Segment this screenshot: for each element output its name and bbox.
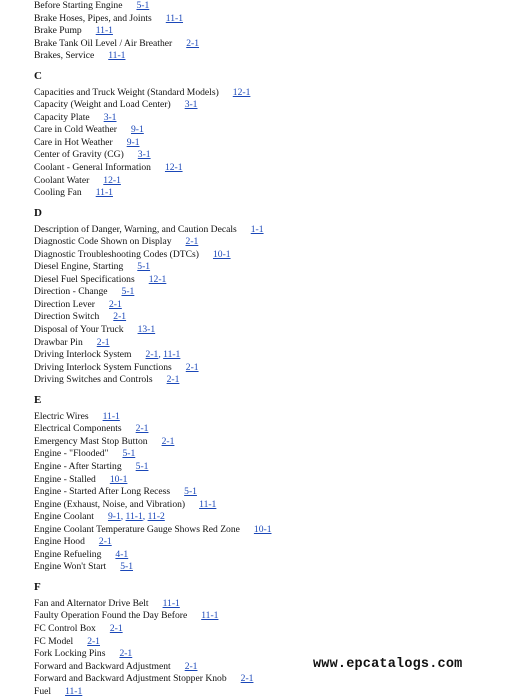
page-link[interactable]: 2-1: [186, 37, 200, 49]
page-separator: ,: [142, 511, 148, 523]
page-link[interactable]: 10-1: [212, 248, 231, 260]
index-entry: [34, 461, 514, 474]
index-entry: [34, 549, 514, 562]
page-link[interactable]: 2-1: [145, 349, 159, 361]
entry-title: Driving Interlock System Functions: [34, 361, 172, 373]
entry-pages: [201, 610, 218, 623]
entry-title: Capacities and Truck Weight (Standard Models): [34, 86, 219, 98]
index-entry: [34, 0, 514, 13]
index-entry: [34, 112, 514, 125]
entry-pages: [136, 0, 149, 13]
entry-title: Engine (Exhaust, Noise, and Vibration): [34, 498, 186, 510]
entry-pages: [251, 224, 264, 237]
page-link[interactable]: 2-1: [98, 536, 112, 548]
page-link[interactable]: 11-1: [165, 12, 184, 24]
index-entry: [34, 236, 514, 249]
entry-title: Engine - "Flooded": [34, 448, 109, 460]
page-link[interactable]: 11-1: [125, 511, 143, 523]
page-link[interactable]: 11-1: [199, 498, 217, 510]
entry-pages: [166, 13, 183, 26]
entry-pages: [119, 648, 132, 661]
entry-title: Engine Refueling: [34, 548, 102, 560]
entry-pages: [149, 274, 167, 287]
entry-title: Fuel: [34, 685, 52, 697]
page-link[interactable]: 12-1: [148, 273, 167, 285]
page-link[interactable]: 2-1: [185, 361, 199, 373]
entry-pages: [165, 162, 183, 175]
entry-pages: [185, 99, 198, 112]
entry-title: Fork Locking Pins: [34, 648, 106, 660]
index-section: [34, 207, 514, 387]
entry-title: Disposal of Your Truck: [34, 324, 124, 336]
page-link[interactable]: 2-1: [113, 311, 127, 323]
index-entry: [34, 511, 514, 524]
index-entry: [34, 474, 514, 487]
entry-pages: [131, 124, 144, 137]
entry-title: Faulty Operation Found the Day Before: [34, 610, 188, 622]
index-entry: [34, 99, 514, 112]
index-entry: [34, 598, 514, 611]
entry-pages: [103, 411, 120, 424]
entry-pages: [99, 536, 112, 549]
index-entry: [34, 349, 514, 362]
page-link[interactable]: 5-1: [136, 0, 150, 11]
page-link[interactable]: 10-1: [109, 473, 128, 485]
page-link[interactable]: 11-1: [201, 610, 219, 622]
entry-pages: [127, 137, 140, 150]
index-entry: [34, 362, 514, 375]
entry-title: Engine Coolant Temperature Gauge Shows Red Zone: [34, 523, 240, 535]
page-link[interactable]: 11-1: [108, 50, 126, 62]
entry-pages: [146, 349, 181, 362]
entry-title: Coolant - General Information: [34, 162, 151, 174]
entry-title: FC Model: [34, 635, 74, 647]
section-letter: E: [34, 393, 42, 406]
page-link[interactable]: 2-1: [161, 435, 175, 447]
page-link[interactable]: 11-2: [147, 511, 165, 523]
index-entry: [34, 536, 514, 549]
page-link[interactable]: 9-1: [130, 124, 144, 136]
index-entry: [34, 436, 514, 449]
page-link[interactable]: 12-1: [232, 86, 251, 98]
entry-pages: [199, 499, 216, 512]
index-entry: [34, 311, 514, 324]
entry-pages: [254, 524, 272, 537]
entry-title: Capacity (Weight and Load Center): [34, 99, 171, 111]
entry-pages: [122, 448, 135, 461]
section-letter: C: [34, 69, 42, 82]
entry-title: Engine Coolant: [34, 511, 94, 523]
entry-title: Driving Interlock System: [34, 349, 132, 361]
page-link[interactable]: 11-1: [95, 187, 113, 199]
entry-title: Direction Switch: [34, 311, 100, 323]
index-entry: [34, 374, 514, 387]
entry-pages: [96, 187, 113, 200]
entry-title: Diagnostic Code Shown on Display: [34, 236, 172, 248]
entry-title: Engine - Started After Long Recess: [34, 486, 171, 498]
entry-title: Engine - Stalled: [34, 473, 96, 485]
page-link[interactable]: 3-1: [137, 149, 151, 161]
page-link[interactable]: 10-1: [253, 523, 272, 535]
entry-title: Capacity Plate: [34, 111, 90, 123]
page-link[interactable]: 2-1: [184, 660, 198, 672]
entry-pages: [241, 673, 254, 686]
index-entry: [34, 286, 514, 299]
entry-pages: [110, 623, 123, 636]
page-link[interactable]: 3-1: [103, 111, 117, 123]
index-section: [34, 70, 514, 200]
entry-title: FC Control Box: [34, 622, 96, 634]
entry-pages: [113, 311, 126, 324]
index-entry: [34, 87, 514, 100]
entry-pages: [108, 511, 165, 524]
entry-pages: [104, 112, 117, 125]
index-entry: [34, 224, 514, 237]
page-link[interactable]: 9-1: [107, 511, 121, 523]
section-letter: D: [34, 206, 42, 219]
entry-pages: [213, 249, 231, 262]
index-entry: [34, 623, 514, 636]
index-entry: [34, 124, 514, 137]
entry-pages: [186, 38, 199, 51]
index-entry: [34, 636, 514, 649]
index-entry: [34, 137, 514, 150]
page-separator: ,: [158, 349, 164, 361]
entry-title: Diesel Fuel Specifications: [34, 273, 135, 285]
entry-pages: [162, 436, 175, 449]
page-link[interactable]: 5-1: [120, 561, 133, 573]
entry-title: Cooling Fan: [34, 187, 82, 199]
index-entry: [34, 261, 514, 274]
entry-title: Engine Won't Start: [34, 561, 107, 573]
index-entry: [34, 673, 514, 686]
entry-title: Description of Danger, Warning, and Caution Decals: [34, 223, 237, 235]
entry-title: Coolant Water: [34, 174, 90, 186]
entry-pages: [167, 374, 180, 387]
page-link[interactable]: 3-1: [184, 99, 198, 111]
entry-title: Drawbar Pin: [34, 336, 83, 348]
page-link[interactable]: 5-1: [137, 261, 151, 273]
entry-pages: [136, 423, 149, 436]
entry-pages: [65, 686, 82, 698]
page-link[interactable]: 12-1: [164, 162, 183, 174]
page-link[interactable]: 11-1: [95, 25, 113, 37]
entry-title: Direction Lever: [34, 298, 95, 310]
entry-title: Center of Gravity (CG): [34, 149, 124, 161]
page-link[interactable]: 5-1: [184, 486, 197, 498]
entry-pages: [233, 87, 251, 100]
page-link[interactable]: 9-1: [126, 136, 140, 148]
entry-pages: [163, 598, 180, 611]
entry-pages: [108, 50, 125, 63]
index-section: [34, 581, 514, 698]
index-entry: [34, 486, 514, 499]
index-list: [34, 0, 514, 698]
index-entry: [34, 50, 514, 63]
entry-pages: [136, 461, 149, 474]
index-entry: [34, 187, 514, 200]
page-link[interactable]: 13-1: [137, 324, 156, 336]
index-entry: [34, 324, 514, 337]
index-entry: [34, 299, 514, 312]
page-link[interactable]: 2-1: [109, 622, 123, 634]
entry-title: Diagnostic Troubleshooting Codes (DTCs): [34, 248, 199, 260]
index-entry: [34, 13, 514, 26]
entry-title: Brakes, Service: [34, 50, 95, 62]
index-entry: [34, 149, 514, 162]
index-entry: [34, 610, 514, 623]
entry-title: Electrical Components: [34, 423, 122, 435]
entry-title: Forward and Backward Adjustment Stopper Knob: [34, 673, 227, 685]
entry-title: Fan and Alternator Drive Belt: [34, 597, 149, 609]
index-entry: [34, 249, 514, 262]
index-entry: [34, 524, 514, 537]
page-link[interactable]: 5-1: [121, 286, 135, 298]
index-entry: [34, 448, 514, 461]
page-link[interactable]: 11-1: [163, 349, 181, 361]
entry-pages: [87, 636, 100, 649]
entry-pages: [137, 261, 150, 274]
entry-pages: [138, 324, 156, 337]
entry-pages: [120, 561, 133, 574]
entry-title: Driving Switches and Controls: [34, 374, 153, 386]
page-link[interactable]: 2-1: [87, 635, 100, 647]
entry-title: Care in Hot Weather: [34, 136, 113, 148]
watermark-text: www.epcatalogs.com: [313, 657, 463, 672]
index-entry: [34, 38, 514, 51]
entry-title: Diesel Engine, Starting: [34, 261, 124, 273]
entry-title: Before Starting Engine: [34, 0, 123, 11]
page-link[interactable]: 5-1: [135, 460, 149, 472]
entry-pages: [109, 299, 122, 312]
entry-pages: [138, 149, 151, 162]
index-entry: [34, 162, 514, 175]
entry-pages: [97, 337, 110, 350]
page-link[interactable]: 2-1: [240, 673, 254, 685]
index-entry: [34, 423, 514, 436]
index-entry: [34, 25, 514, 38]
entry-title: Brake Tank Oil Level / Air Breather: [34, 37, 173, 49]
entry-pages: [122, 286, 135, 299]
index-entry: [34, 274, 514, 287]
page-link[interactable]: 12-1: [103, 174, 121, 186]
page-link[interactable]: 2-1: [109, 298, 122, 310]
index-entry: [34, 337, 514, 350]
entry-title: Engine Hood: [34, 536, 85, 548]
entry-title: Direction - Change: [34, 286, 108, 298]
index-entry: [34, 686, 514, 698]
section-letter: F: [34, 580, 41, 593]
index-entry: [34, 411, 514, 424]
entry-title: Brake Hoses, Pipes, and Joints: [34, 12, 152, 24]
page-link[interactable]: 2-1: [135, 423, 149, 435]
page-link[interactable]: 2-1: [166, 374, 180, 386]
page-link[interactable]: 5-1: [122, 448, 136, 460]
page-link[interactable]: 2-1: [96, 336, 110, 348]
entry-pages: [110, 474, 128, 487]
page-link[interactable]: 11-1: [65, 685, 83, 697]
entry-title: Brake Pump: [34, 25, 82, 37]
index-entry: [34, 561, 514, 574]
entry-pages: [96, 25, 113, 38]
index-entry: [34, 175, 514, 188]
entry-title: Care in Cold Weather: [34, 124, 117, 136]
index-section: [34, 0, 514, 63]
page-link[interactable]: 11-1: [102, 410, 120, 422]
page-link[interactable]: 2-1: [185, 236, 199, 248]
entry-title: Engine - After Starting: [34, 460, 122, 472]
page-link[interactable]: 2-1: [119, 648, 133, 660]
page-link[interactable]: 4-1: [115, 548, 129, 560]
entry-pages: [115, 549, 128, 562]
entry-pages: [184, 486, 197, 499]
entry-pages: [186, 236, 199, 249]
index-section: [34, 394, 514, 574]
entry-title: Electric Wires: [34, 410, 89, 422]
entry-pages: [186, 362, 199, 375]
entry-title: Emergency Mast Stop Button: [34, 435, 148, 447]
entry-pages: [185, 661, 198, 674]
entry-pages: [103, 175, 121, 188]
page-link[interactable]: 1-1: [250, 223, 264, 235]
index-entry: [34, 499, 514, 512]
page-link[interactable]: 11-1: [162, 597, 180, 609]
entry-title: Forward and Backward Adjustment: [34, 660, 171, 672]
page-separator: ,: [120, 511, 126, 523]
